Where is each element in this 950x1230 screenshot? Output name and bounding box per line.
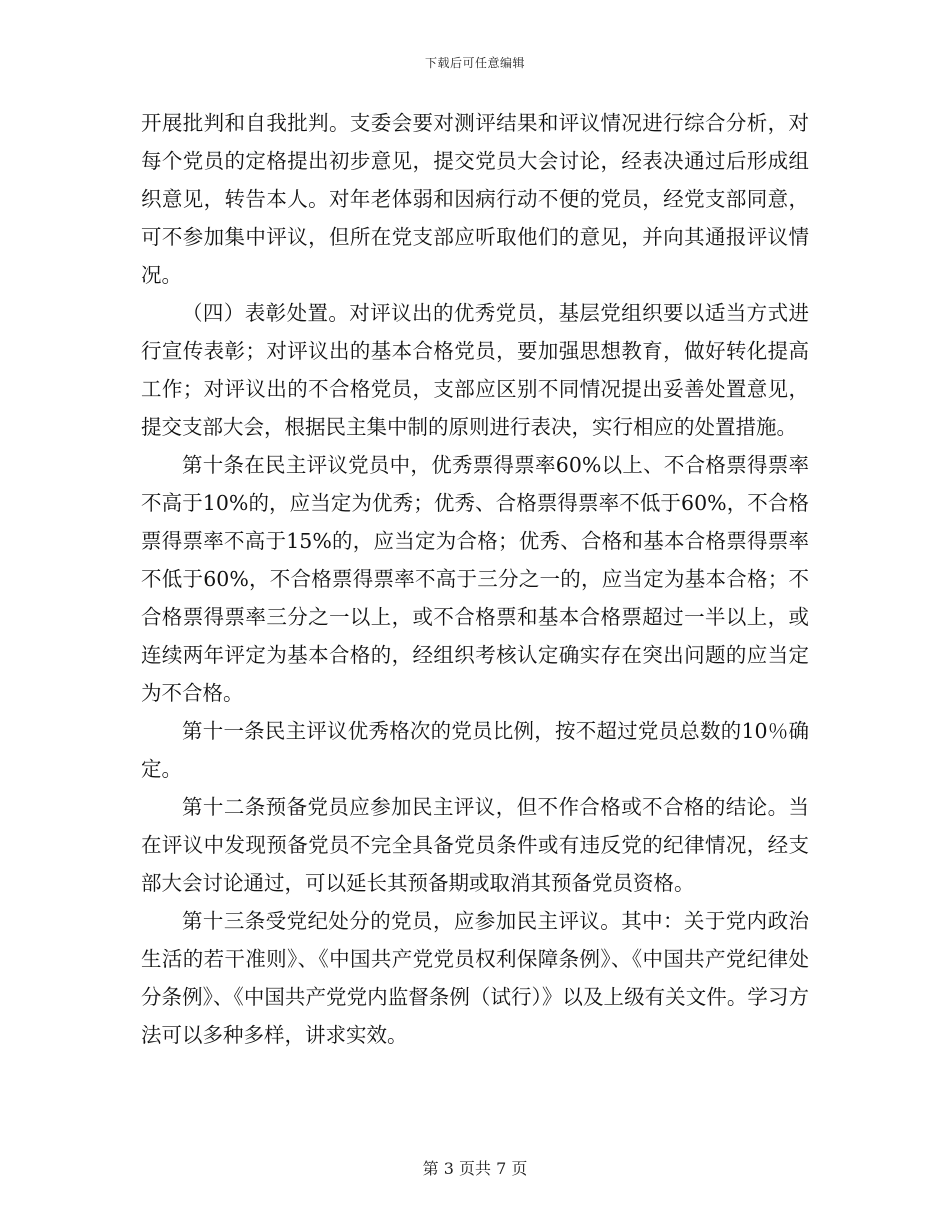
document-body bbox=[141, 104, 809, 1054]
page-footer: 第 3 页共 7 页 bbox=[422, 1159, 528, 1178]
paragraph-commendation: （四）表彰处置。对评议出的优秀党员，基层党组织要以适当方式进行宣传表彰；对评议出的基本合格党员，要加强思想教育，做好转化提高工作；对评议出的不合格党员，支部应区别不同情况提出妥善处置意见，提交支部大会，根据民主集中制的原则进行表决，实行相应的处置措施。 bbox=[141, 301, 809, 439]
page-header: 下载后可任意编辑 bbox=[424, 56, 525, 70]
paragraph-article-12: 第十二条预备党员应参加民主评议，但不作合格或不合格的结论。当在评议中发现预备党员不完全具备党员条件或有违反党的纪律情况，经支部大会讨论通过，可以延长其预备期或取消其预备党员资格。 bbox=[141, 795, 809, 895]
paragraph-continuation: 开展批判和自我批判。支委会要对测评结果和评议情况进行综合分析，对每个党员的定格提出初步意见，提交党员大会讨论，经表决通过后形成组织意见，转告本人。对年老体弱和因病行动不便的党员，经党支部同意，可不参加集中评议，但所在党支部应听取他们的意见，并向其通报评议情况。 bbox=[141, 111, 809, 287]
paragraph-article-10: 第十条在民主评议党员中，优秀票得票率60%以上、不合格票得票率不高于10%的，应当定为优秀；优秀、合格票得票率不低于60%，不合格票得票率不高于15%的，应当定为合格；优秀、合格和基本合格票得票率不低于60%，不合格票得票率不高于三分之一的，应当定为基本合格；不合格票得票率三分之一以上，或不合格票和基本合格票超过一半以上，或连续两年评定为基本合格的，经组织考核认定确实存在突出问题的应当定为不合格。 bbox=[141, 453, 809, 705]
paragraph-article-13: 第十三条受党纪处分的党员，应参加民主评议。其中：关于党内政治生活的若干准则》、《中国共产党党员权利保障条例》、《中国共产党纪律处分条例》、《中国共产党党内监督条例（试行）》以及上级有关文件。学习方法可以多种多样，讲求实效。 bbox=[141, 909, 809, 1047]
paragraph-article-11: 第十一条民主评议优秀格次的党员比例，按不超过党员总数的10％确定。 bbox=[141, 719, 809, 781]
